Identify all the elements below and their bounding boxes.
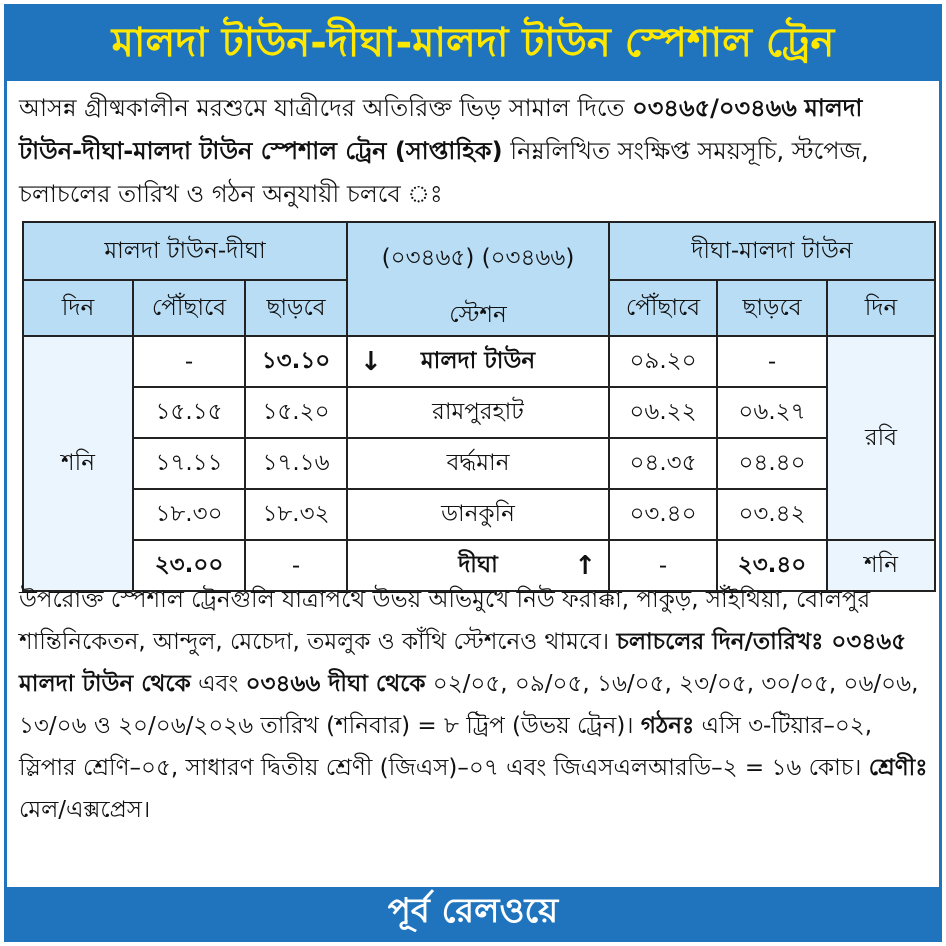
- col-arrive-right: পৌঁছাবে: [609, 280, 717, 336]
- table-row: [23, 387, 935, 438]
- depart-right: ২৩.৪০: [717, 540, 827, 591]
- station-cell: [347, 336, 609, 387]
- dates-text: ০২/০৫, ০৯/০৫, ১৬/০৫, ২৩/০৫, ৩০/০৫, ০৬/০৬, ১৩/০৬ ও ২০/০৬/২০২৬ তারিখ (শনিবার) = ৮ ট্রিপ (উভয় ট্রেন)।: [19, 671, 919, 739]
- arrive-left: ১৫.১৫: [133, 387, 245, 438]
- composition-label: গঠনঃ: [640, 713, 695, 739]
- group-header-digha-malda: দীঘা-মালদা টাউন: [609, 222, 935, 280]
- arrive-right: ০৯.২০: [609, 336, 717, 387]
- col-day-left: দিন: [23, 280, 133, 336]
- dates-label: চলাচলের দিন/তারিখঃ ০৩৪৬৫ মালদা টাউন থেকে: [19, 629, 907, 697]
- arrow-up-icon: ↑: [574, 550, 596, 581]
- station-name: ডানকুনি: [347, 489, 609, 540]
- station-name: বর্দ্ধমান: [347, 438, 609, 489]
- depart-left: ১৭.১৬: [245, 438, 347, 489]
- schedule-table: [22, 221, 936, 592]
- depart-right: ০৬.২৭: [717, 387, 827, 438]
- intro-text-1: আসন্ন গ্রীষ্মকালীন মরশুমে যাত্রীদের অতিরিক্ত ভিড় সামাল দিতে: [19, 94, 633, 122]
- intro-train-numbers: ০৩৪৬৫/০৩৪৬৬: [632, 94, 797, 122]
- intro-train-name: মালদা টাউন-দীঘা-মালদা টাউন স্পেশাল ট্রেন (সাপ্তাহিক): [19, 94, 863, 165]
- table-row: [23, 438, 935, 489]
- station-name: রামপুরহাট: [347, 387, 609, 438]
- day-right-last: শনি: [827, 540, 935, 591]
- station-name: দীঘা: [458, 552, 498, 578]
- col-depart-left: ছাড়বে: [245, 280, 347, 336]
- col-arrive-left: পৌঁছাবে: [133, 280, 245, 336]
- train-numbers-header: (০৩৪৬৫) (০৩৪৬৬): [381, 245, 575, 271]
- col-depart-right: ছাড়বে: [717, 280, 827, 336]
- depart-left: ১৫.২০: [245, 387, 347, 438]
- from-digha: ০৩৪৬৬ দীঘা থেকে: [245, 671, 426, 697]
- station-header-cell: [347, 222, 609, 336]
- arrive-left: ১৭.১১: [133, 438, 245, 489]
- arrive-right: ০৩.৪০: [609, 489, 717, 540]
- day-left-main: শনি: [23, 336, 133, 591]
- table-row: [23, 489, 935, 540]
- station-name: মালদা টাউন: [420, 348, 536, 374]
- day-right-main: রবি: [827, 336, 935, 540]
- composition-text: এসি ৩-টিয়ার–০২, স্লিপার শ্রেণি–০৫, সাধারণ দ্বিতীয় শ্রেণী (জিএস)–০৭ এবং জিএসএলআরডি–২ = ১৬ কোচ।: [19, 713, 873, 781]
- col-station: স্টেশন: [449, 302, 507, 328]
- arrive-right: ০৪.৩৫: [609, 438, 717, 489]
- footer-railway-name: পূর্ব রেলওয়ে: [387, 890, 559, 931]
- table-row: [23, 336, 935, 387]
- page-title: মালদা টাউন-দীঘা-মালদা টাউন স্পেশাল ট্রেন: [111, 19, 835, 66]
- details-paragraph: [19, 579, 931, 831]
- arrive-right: -: [609, 540, 717, 591]
- arrive-left: ১৮.৩০: [133, 489, 245, 540]
- group-header-malda-digha: মালদা টাউন-দীঘা: [23, 222, 347, 280]
- arrive-right: ০৬.২২: [609, 387, 717, 438]
- class-text: মেল/এক্সপ্রেস।: [19, 797, 151, 823]
- depart-left: -: [245, 540, 347, 591]
- and-text: এবং: [190, 671, 246, 697]
- depart-left: ১৮.৩২: [245, 489, 347, 540]
- arrive-left: -: [133, 336, 245, 387]
- arrive-left: ২৩.০০: [133, 540, 245, 591]
- depart-left: ১৩.১০: [245, 336, 347, 387]
- title-banner: [7, 7, 939, 81]
- depart-right: -: [717, 336, 827, 387]
- class-label: শ্রেণীঃ: [868, 755, 928, 781]
- intro-text-2: নিম্নলিখিত সংক্ষিপ্ত সময়সূচি, স্টপেজ, চলাচলের তারিখ ও গঠন অনুযায়ী চলবে ঃ: [19, 137, 869, 208]
- depart-right: ০৪.৪০: [717, 438, 827, 489]
- depart-right: ০৩.৪২: [717, 489, 827, 540]
- stops-text: উপরোক্ত স্পেশাল ট্রেনগুলি যাত্রাপথে উভয় অভিমুখে নিউ ফরাক্কা, পাকুড়, সাঁইথিয়া, বোলপুর শান্তিনিকেতন, আন্দুল, মেচেদা, তমলুক ও কাঁথি স্টেশনেও থামবে।: [19, 587, 871, 655]
- footer-banner: [7, 887, 939, 939]
- notice-frame: [4, 4, 942, 942]
- col-day-right: দিন: [827, 280, 935, 336]
- arrow-down-icon: ↓: [360, 346, 382, 377]
- intro-paragraph: [19, 87, 929, 216]
